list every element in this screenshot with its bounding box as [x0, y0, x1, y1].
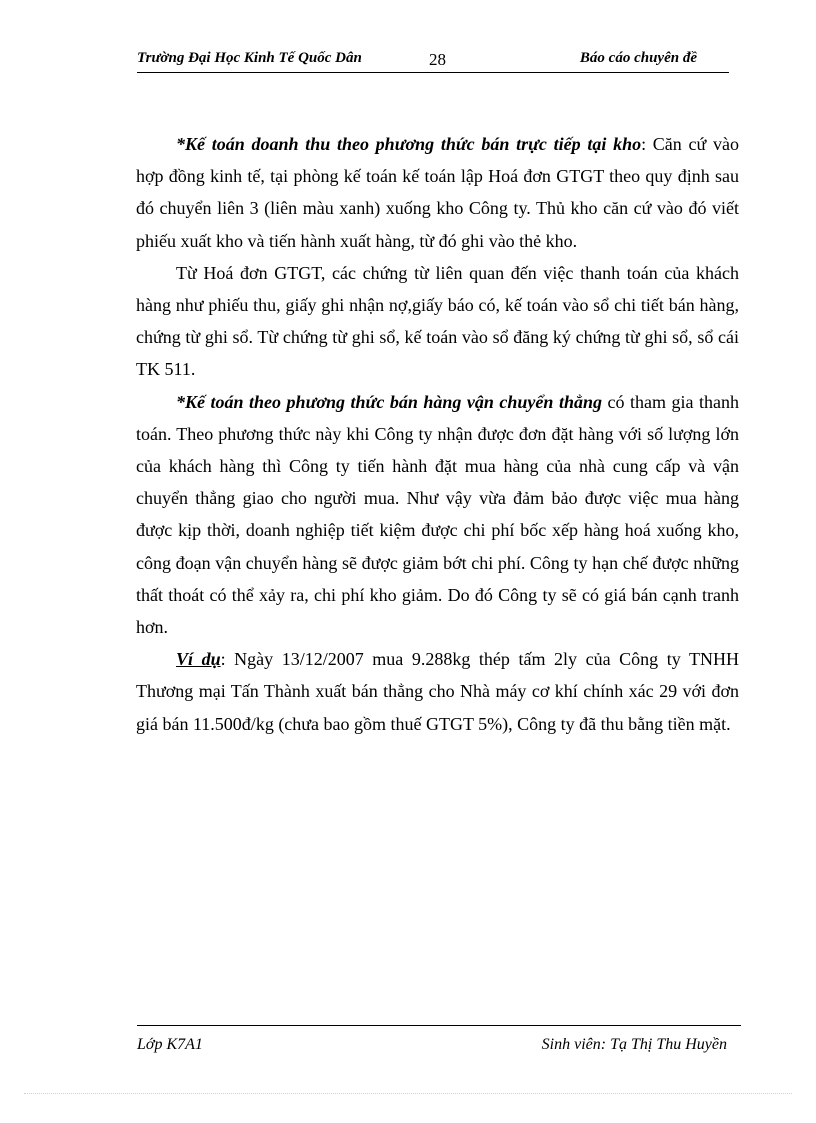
paragraph-example	[136, 643, 739, 740]
vat-invoice-text: Từ Hoá đơn GTGT, các chứng từ liên quan đến việc thanh toán của khách hàng như phiếu thu, giấy ghi nhận nợ,giấy báo có, kế toán vào sổ chi tiết bán hàng, chứng từ ghi sổ. Từ chứng từ ghi sổ, kế toán vào sổ đăng ký chứng từ ghi sổ, sổ cái TK 511.	[136, 262, 739, 380]
report-title: Báo cáo chuyên đề	[579, 50, 697, 66]
example-text: : Ngày 13/12/2007 mua 9.288kg thép tấm 2ly của Công ty TNHH Thương mại Tấn Thành xuất bán thẳng cho Nhà máy cơ khí chính xác 29 với đơn giá bán 11.500đ/kg (chưa bao gồm thuế GTGT 5%), Công ty đã thu bằng tiền mặt.	[136, 649, 739, 734]
direct-shipping-heading: *Kế toán theo phương thức bán hàng vận chuyển thẳng	[176, 391, 602, 412]
paragraph-direct-sale	[136, 128, 739, 257]
paragraph-direct-shipping	[136, 386, 739, 644]
page-number: 28	[429, 50, 446, 69]
student-label: Sinh viên: Tạ Thị Thu Huyền	[541, 1036, 727, 1053]
school-name: Trường Đại Học Kinh Tế Quốc Dân	[137, 50, 362, 66]
example-label: Ví dụ	[176, 649, 221, 670]
page-header	[137, 46, 729, 73]
direct-sale-text: : Căn cứ vào hợp đồng kinh tế, tại phòng kế toán kế toán lập Hoá đơn GTGT theo quy định sau đó chuyển liên 3 (liên màu xanh) xuống kho Công ty. Thủ kho căn cứ vào đó viết phiếu xuất kho và tiến hành xuất hàng, từ đó ghi vào thẻ kho.	[136, 134, 739, 251]
class-label: Lớp K7A1	[137, 1036, 203, 1053]
document-body	[136, 128, 739, 740]
paragraph-vat-invoice	[136, 257, 739, 386]
footer-divider	[137, 1025, 741, 1026]
direct-sale-heading: *Kế toán doanh thu theo phương thức bán trực tiếp tại kho	[176, 134, 642, 154]
direct-shipping-text: có tham gia thanh toán. Theo phương thức này khi Công ty nhận được đơn đặt hàng với số lượng lớn của khách hàng thì Công ty tiến hành đặt mua hàng của nhà cung cấp và vận chuyển thẳng giao cho người mua. Như vậy vừa đảm bảo được việc mua hàng được kịp thời, doanh nghiệp tiết kiệm được chi phí bốc xếp hàng hoá xuống kho, công đoạn vận chuyển hàng sẽ được giảm bớt chi phí. Công ty hạn chế được những thất thoát có thể xảy ra, chi phí kho giảm. Do đó Công ty sẽ có giá bán cạnh tranh hơn.	[136, 391, 739, 638]
page-bottom-border	[24, 1093, 792, 1094]
